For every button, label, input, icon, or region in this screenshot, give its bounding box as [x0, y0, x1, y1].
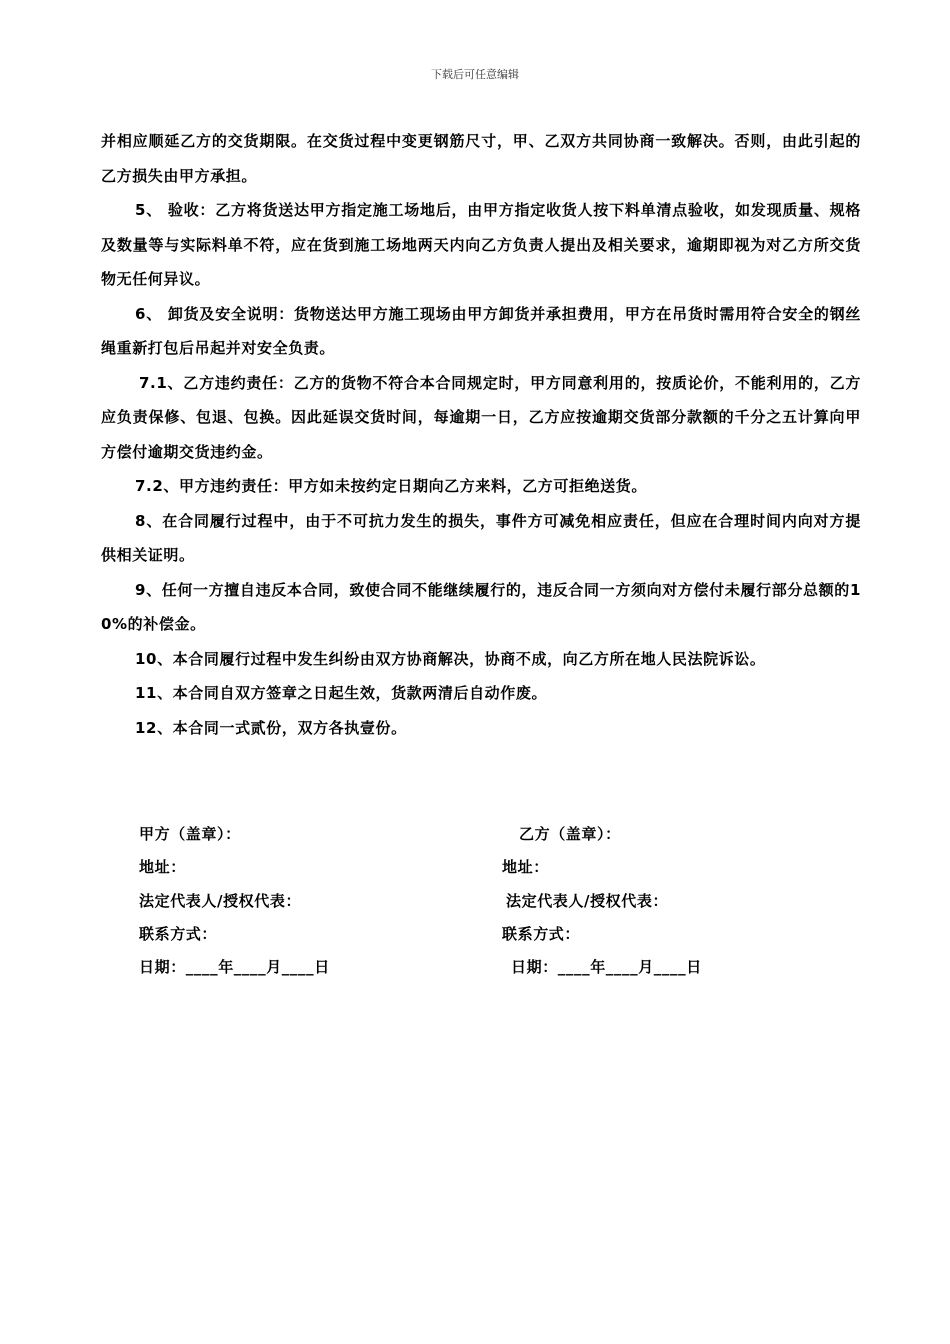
paragraph-force-majeure: 8、在合同履行过程中，由于不可抗力发生的损失，事件方可减免相应责任，但应在合理时间内向对方提供相关证明。: [101, 511, 861, 564]
paragraph-compensation: 9、任何一方擅自违反本合同，致使合同不能继续履行的，违反合同一方须向对方偿付未履行部分总额的10%的补偿金。: [101, 580, 861, 633]
party-b-representative-label: 法定代表人/授权代表：: [506, 891, 669, 910]
paragraph-delivery-continued: 并相应顺延乙方的交货期限。在交货过程中变更钢筋尺寸，甲、乙双方共同协商一致解决。否则，由此引起的乙方损失由甲方承担。: [101, 132, 861, 185]
paragraph-party-b-breach: 7.1、乙方违约责任：乙方的货物不符合本合同规定时，甲方同意利用的，按质论价，不能利用的，乙方应负责保修、包退、包换。因此延误交货时间，每逾期一日，乙方应按逾期交货部分款额的千分之五计算向甲方偿付逾期交货违约金。: [101, 373, 861, 461]
contract-body: [101, 124, 861, 745]
party-b-date-label: 日期：____年____月____日: [511, 958, 702, 977]
party-a-address-label: 地址：: [139, 858, 186, 877]
paragraph-party-a-breach: 7.2、甲方违约责任：甲方如未按约定日期向乙方来料，乙方可拒绝送货。: [135, 477, 647, 495]
party-b-address-label: 地址：: [502, 858, 549, 877]
party-a-representative-label: 法定代表人/授权代表：: [139, 891, 302, 910]
party-a-contact-label: 联系方式：: [139, 924, 218, 943]
party-a-signature-block: [139, 818, 330, 984]
paragraph-disputes: 10、本合同履行过程中发生纠纷由双方协商解决，协商不成，向乙方所在地人民法院诉讼。: [135, 649, 766, 668]
paragraph-copies: 12、本合同一式贰份，双方各执壹份。: [135, 718, 407, 737]
paragraph-acceptance: 5、 验收：乙方将货送达甲方指定施工场地后，由甲方指定收货人按下料单清点验收，如发现质量、规格及数量等与实际料单不符，应在货到施工场地两天内向乙方负责人提出及相关要求，逾期即视为对乙方所交货物无任何异议。: [101, 201, 861, 288]
party-a-title: 甲方（盖章）：: [139, 825, 241, 843]
page-header: 下载后可任意编辑: [431, 68, 519, 81]
party-b-contact-label: 联系方式：: [502, 924, 581, 943]
paragraph-effective-date: 11、本合同自双方签章之日起生效，货款两清后自动作废。: [135, 684, 548, 702]
party-b-title: 乙方（盖章）：: [519, 825, 621, 843]
party-a-date-label: 日期：____年____月____日: [139, 958, 330, 977]
party-b-signature-block: [502, 818, 702, 984]
paragraph-unloading-safety: 6、 卸货及安全说明：货物送达甲方施工现场由甲方卸货并承担费用，甲方在吊货时需用符合安全的钢丝绳重新打包后吊起并对安全负责。: [101, 304, 861, 357]
